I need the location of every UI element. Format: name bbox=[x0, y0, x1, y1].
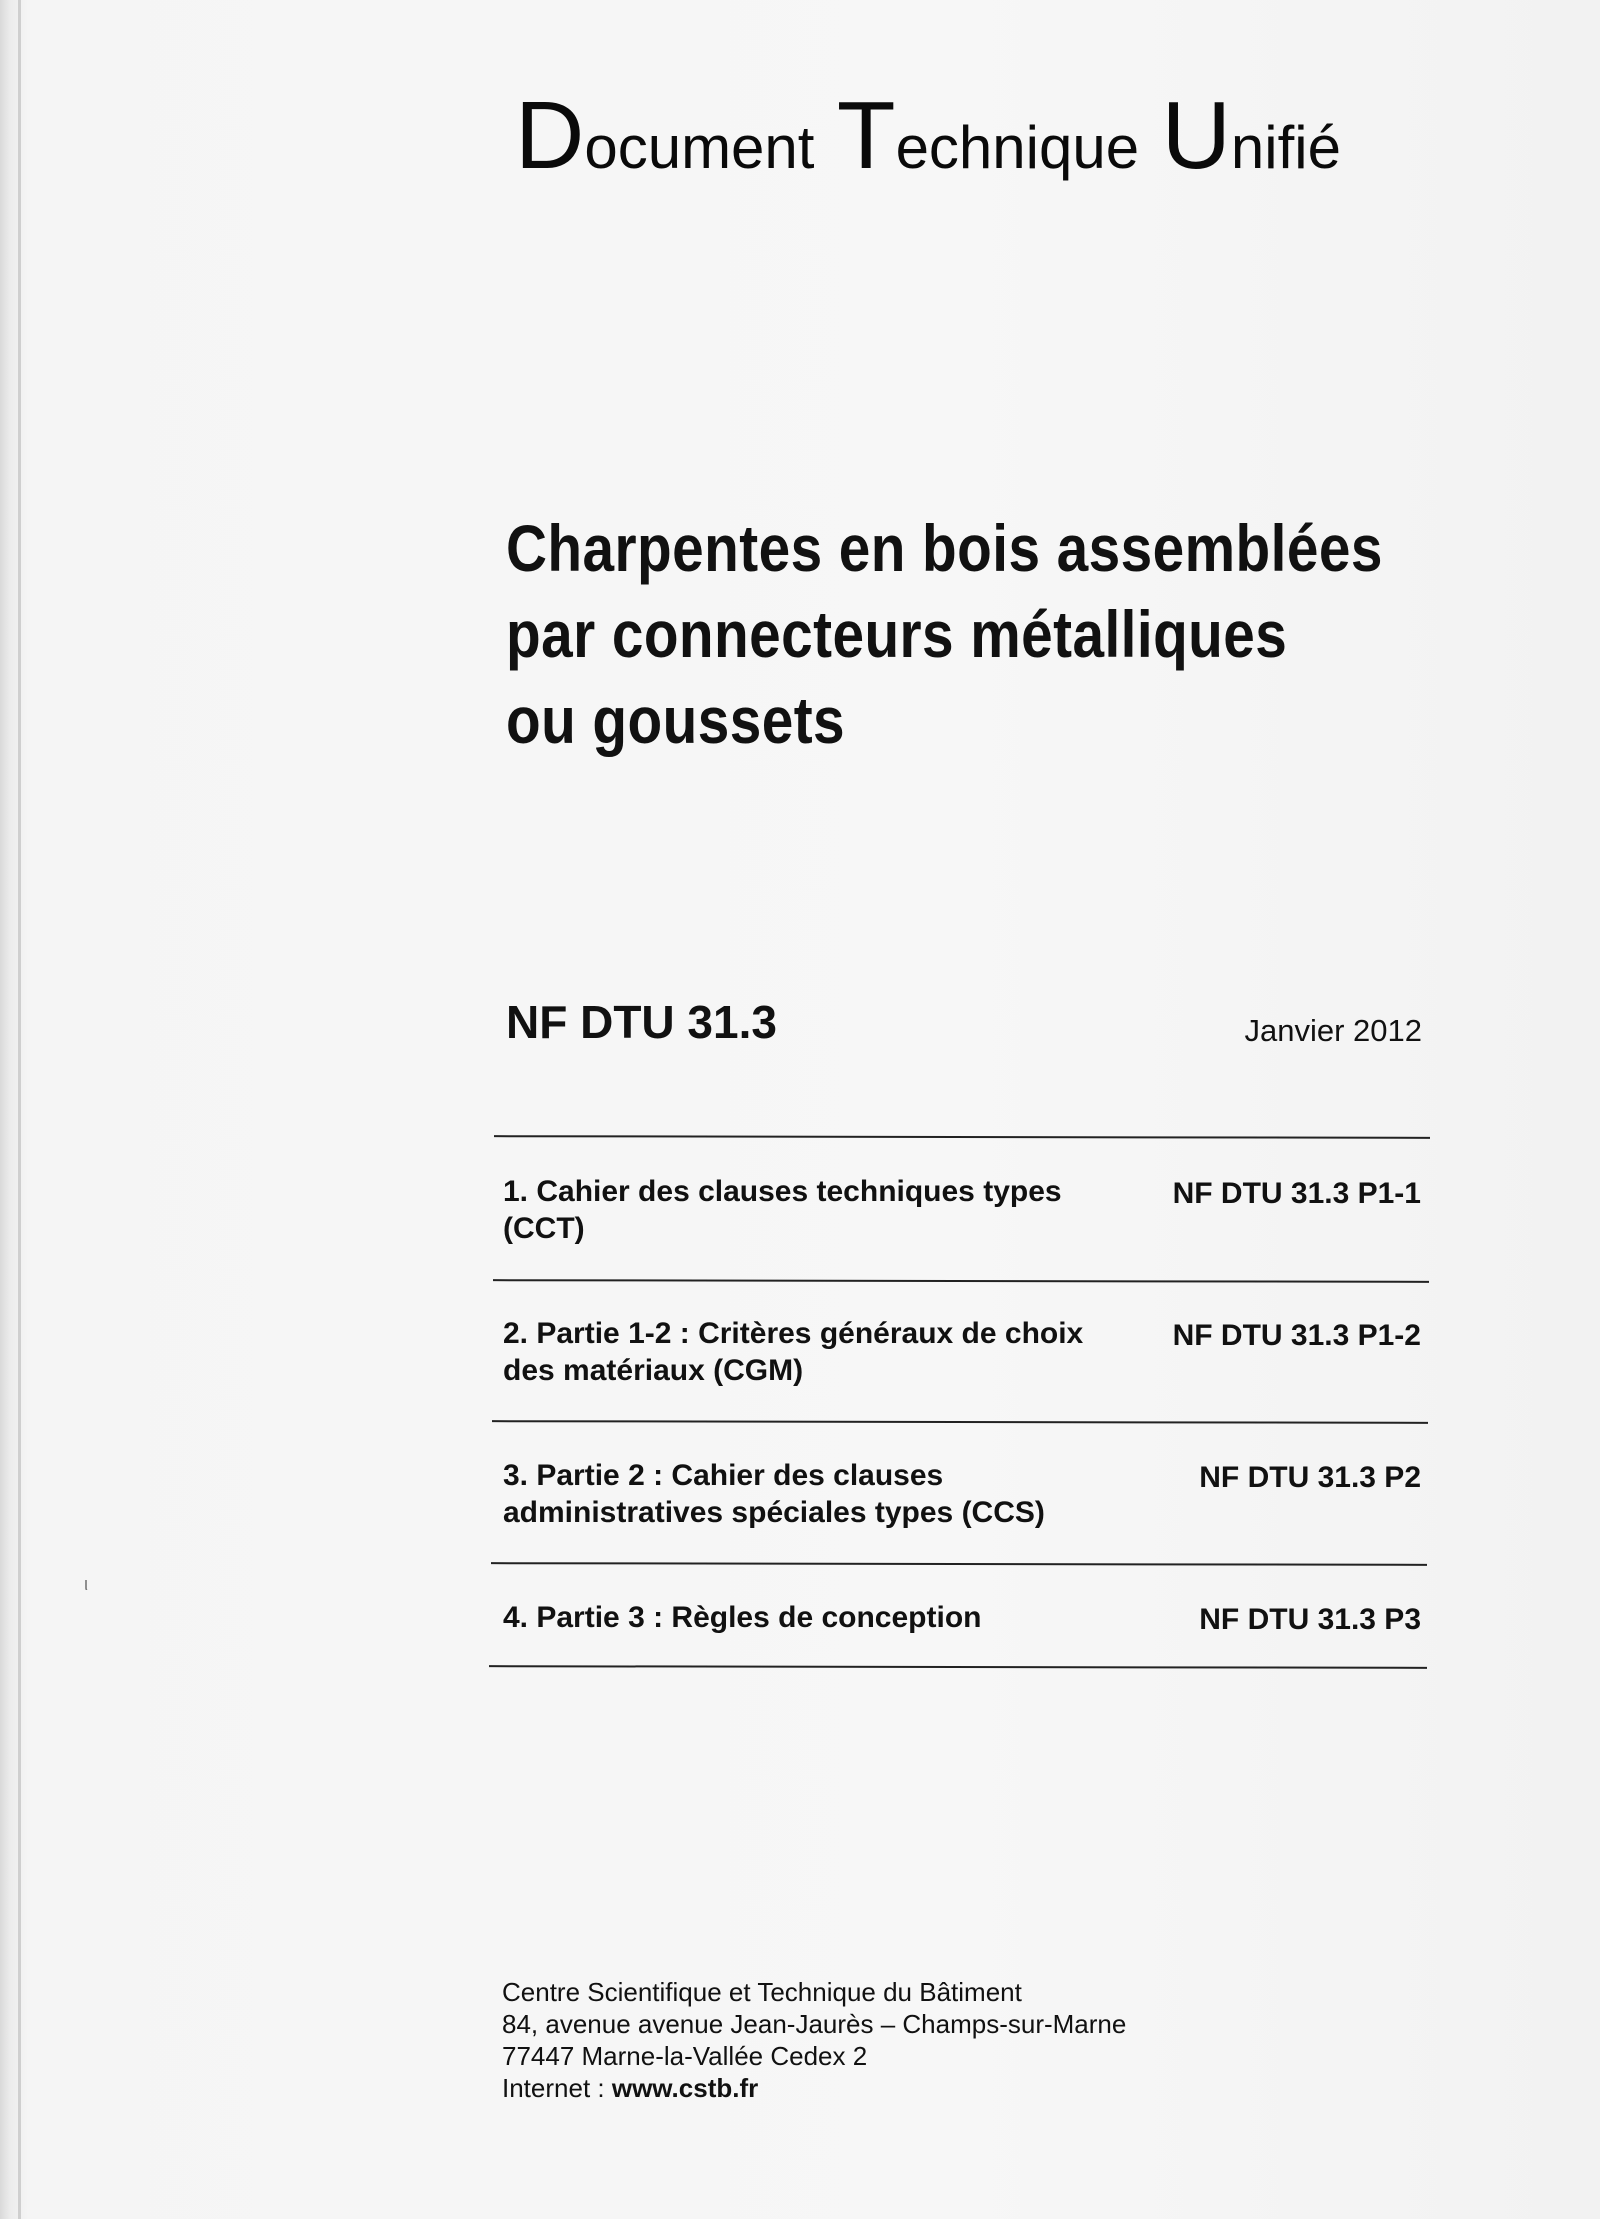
part-item bbox=[503, 1457, 1423, 1537]
divider-line bbox=[493, 1279, 1429, 1283]
part-label: 1. Cahier des clauses techniques types (CCT) bbox=[503, 1175, 1062, 1245]
part-label: 4. Partie 3 : Règles de conception bbox=[503, 1601, 982, 1634]
title-line: par connecteurs métalliques bbox=[506, 597, 1288, 671]
title-line: Charpentes en bois assemblées bbox=[506, 511, 1383, 585]
divider-line bbox=[489, 1665, 1427, 1669]
part-item bbox=[503, 1315, 1423, 1395]
header-word-rest: echnique bbox=[895, 114, 1140, 181]
header-initial: T bbox=[836, 82, 896, 189]
scan-speck: ι bbox=[84, 1574, 88, 1594]
publisher-name: Centre Scientifique et Technique du Bâtiment bbox=[502, 1977, 1022, 2007]
part-code: NF DTU 31.3 P3 bbox=[1199, 1603, 1421, 1636]
standard-reference: NF DTU 31.3 bbox=[506, 996, 777, 1048]
publisher-city: 77447 Marne-la-Vallée Cedex 2 bbox=[502, 2041, 868, 2071]
part-code: NF DTU 31.3 P1-1 bbox=[1172, 1177, 1421, 1210]
website-link[interactable]: www.cstb.fr bbox=[611, 2073, 759, 2103]
divider-line bbox=[492, 1420, 1428, 1424]
part-item bbox=[503, 1173, 1423, 1253]
document-series-header bbox=[515, 82, 1515, 208]
header-word-rest: nifié bbox=[1230, 114, 1341, 181]
header-word-unifie bbox=[1161, 82, 1341, 189]
divider-line bbox=[491, 1562, 1427, 1566]
publisher-street: 84, avenue avenue Jean-Jaurès – Champs-sur-Marne bbox=[502, 2009, 1127, 2039]
header-initial: U bbox=[1161, 82, 1231, 189]
part-code: NF DTU 31.3 P1-2 bbox=[1172, 1319, 1421, 1352]
divider-line bbox=[494, 1135, 1430, 1139]
part-code: NF DTU 31.3 P2 bbox=[1199, 1461, 1421, 1494]
page-edge bbox=[18, 0, 21, 2219]
document-title bbox=[506, 505, 1383, 763]
publisher-internet bbox=[502, 2072, 1126, 2104]
publisher-address bbox=[502, 1976, 1126, 2104]
part-label: 2. Partie 1-2 : Critères généraux de choix des matériaux (CGM) bbox=[503, 1317, 1084, 1387]
part-item bbox=[503, 1599, 1423, 1644]
part-label: 3. Partie 2 : Cahier des clauses administratives spéciales types (CCS) bbox=[503, 1459, 1045, 1529]
header-word-document bbox=[515, 82, 815, 189]
reference-row bbox=[506, 995, 1422, 1065]
internet-label: Internet : bbox=[502, 2073, 612, 2103]
header-word-technique bbox=[836, 82, 1140, 189]
header-initial: D bbox=[515, 82, 585, 189]
publication-date: Janvier 2012 bbox=[1244, 1013, 1422, 1048]
header-word-rest: ocument bbox=[584, 114, 815, 181]
title-line: ou goussets bbox=[506, 683, 846, 757]
